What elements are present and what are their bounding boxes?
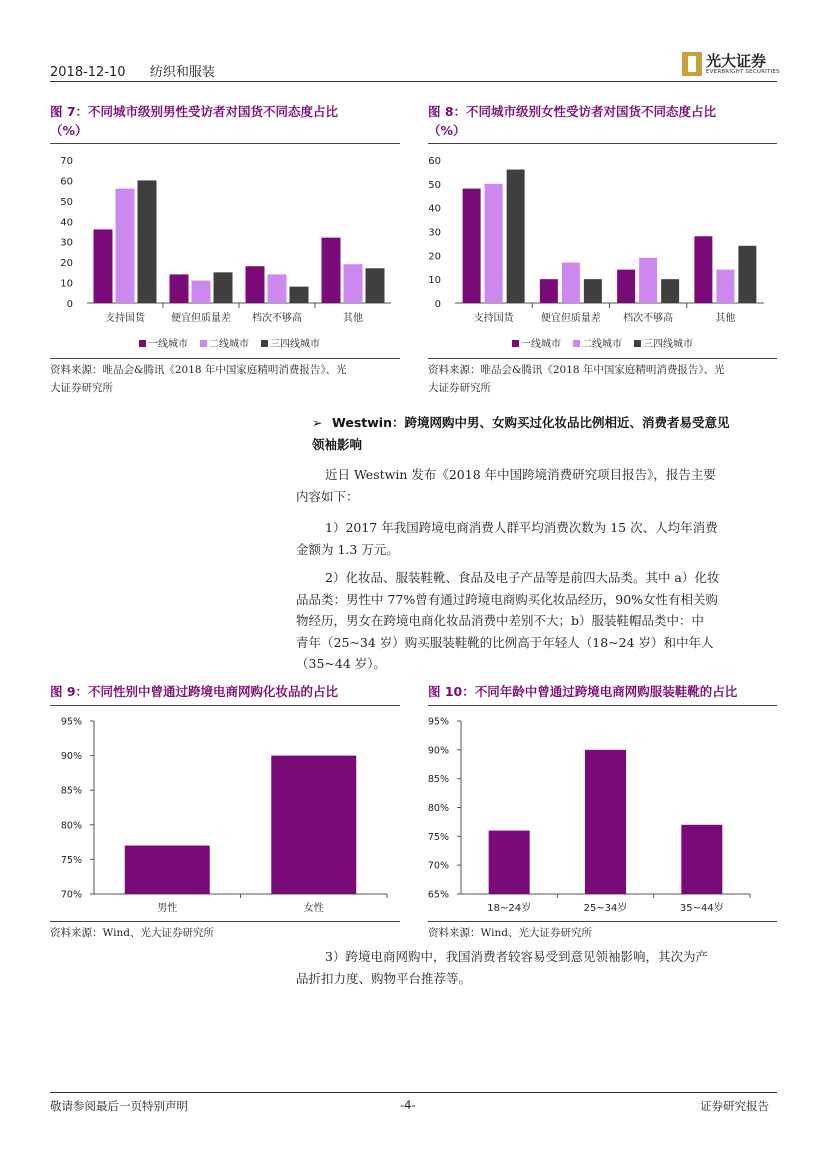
fig7-bar bbox=[290, 287, 309, 303]
paragraph-3-line4: 青年（25~34 岁）购买服装鞋靴的比例高于年轻人（18~24 岁）和中年人 bbox=[296, 634, 714, 650]
fig7-category-label: 档次不够高 bbox=[252, 313, 302, 324]
section-heading-line2: 领袖影响 bbox=[312, 437, 363, 452]
fig7-bar bbox=[268, 274, 287, 303]
fig7-bar bbox=[192, 281, 211, 303]
fig8-bar bbox=[540, 279, 558, 303]
bullet-arrow-icon: ➢ bbox=[312, 415, 323, 430]
fig7-ytick-label: 0 bbox=[66, 299, 73, 310]
fig8-ytick-label: 10 bbox=[428, 275, 441, 287]
fig7-ytick-label: 60 bbox=[60, 176, 73, 188]
fig9-ytick-label: 85% bbox=[60, 785, 82, 797]
footer-disclaimer: 敬请参阅最后一页特别声明 bbox=[50, 1099, 188, 1113]
fig8-source bbox=[428, 361, 777, 397]
paragraph-3 bbox=[296, 567, 778, 675]
fig8-source-line2: 大证券研究所 bbox=[428, 382, 491, 394]
fig8-bar bbox=[463, 189, 481, 303]
header-divider bbox=[50, 81, 777, 82]
paragraph-2-line2: 金额为 1.3 万元。 bbox=[296, 541, 399, 557]
fig8-legend-swatch bbox=[512, 340, 519, 347]
fig10-title: 图 10：不同年龄中曾通过跨境电商网购服装鞋靴的占比 bbox=[428, 684, 738, 699]
fig8-bar bbox=[694, 236, 712, 303]
fig8-bar bbox=[507, 170, 525, 303]
fig7-ytick-label: 70 bbox=[60, 156, 73, 167]
fig7-ytick-label: 30 bbox=[60, 237, 73, 249]
fig8-ytick-label: 50 bbox=[428, 179, 441, 191]
fig7-bar bbox=[116, 189, 135, 303]
paragraph-3-line1: 2）化妆品、服装鞋靴、食品及电子产品等是前四大品类。其中 a）化妆 bbox=[325, 570, 720, 585]
fig7-bar bbox=[170, 274, 189, 303]
fig10-top-rule bbox=[428, 705, 777, 706]
paragraph-3-line2: 品品类：男性中 77%曾有通过跨境电商购买化妆品经历，90%女性有相关购 bbox=[296, 591, 719, 607]
fig10-bottom-rule bbox=[428, 921, 777, 922]
fig8-bar bbox=[617, 270, 635, 303]
fig10-bar bbox=[489, 831, 530, 894]
fig9-bar bbox=[125, 846, 210, 894]
fig7-category-label: 支持国货 bbox=[105, 313, 145, 324]
fig8-bottom-rule bbox=[428, 358, 777, 359]
page-number: -4- bbox=[400, 1098, 416, 1112]
fig10-ytick-label: 85% bbox=[428, 774, 449, 786]
fig7-bar bbox=[94, 229, 113, 303]
fig8-bar bbox=[562, 262, 580, 303]
section-heading bbox=[312, 412, 778, 456]
fig7-ytick-label: 40 bbox=[60, 217, 73, 229]
fig8-source-line1: 资料来源：唯品会&腾讯《2018 年中国家庭精明消费报告》、光 bbox=[428, 364, 725, 376]
fig7-bar bbox=[366, 268, 385, 303]
fig10-ytick-label: 75% bbox=[428, 831, 449, 843]
fig8-title bbox=[428, 102, 777, 140]
fig8-bar bbox=[584, 279, 602, 303]
fig10-ytick-label: 95% bbox=[428, 716, 449, 728]
fig9-ytick-label: 90% bbox=[60, 751, 82, 763]
fig7-source bbox=[50, 361, 402, 397]
fig7-title-line1: 图 7：不同城市级别男性受访者对国货不同态度占比 bbox=[50, 104, 339, 119]
fig8-bar bbox=[716, 270, 734, 303]
fig8-ytick-label: 0 bbox=[434, 299, 441, 310]
fig7-bottom-rule bbox=[50, 358, 400, 359]
fig10-bar bbox=[585, 750, 626, 894]
fig10-ytick-label: 70% bbox=[428, 860, 449, 872]
company-name-cn: 光大证券 bbox=[706, 52, 767, 70]
fig8-bar bbox=[639, 258, 657, 303]
paragraph-1-line1: 近日 Westwin 发布《2018 年中国跨境消费研究项目报告》，报告主要 bbox=[325, 467, 716, 482]
fig9-title: 图 9：不同性别中曾通过跨境电商网购化妆品的占比 bbox=[50, 684, 339, 699]
fig8-legend-label: 一线城市 bbox=[521, 339, 561, 350]
fig8-category-label: 支持国货 bbox=[473, 313, 514, 324]
report-header bbox=[50, 61, 215, 80]
fig8-title-line2: （%） bbox=[428, 123, 466, 138]
fig10-category-label: 35~44岁 bbox=[679, 903, 724, 914]
fig9-bar bbox=[271, 756, 356, 894]
paragraph-4-line2: 品折扣力度、购物平台推荐等。 bbox=[296, 970, 472, 986]
fig10-bar bbox=[681, 825, 722, 894]
fig7-legend-swatch bbox=[200, 340, 207, 347]
fig10-category-label: 25~34岁 bbox=[583, 903, 628, 914]
paragraph-2 bbox=[296, 517, 778, 560]
fig9-source: 资料来源：Wind、光大证券研究所 bbox=[50, 927, 214, 939]
fig9-top-rule bbox=[50, 705, 400, 706]
fig9-category-label: 男性 bbox=[157, 903, 178, 914]
fig9-chart bbox=[50, 707, 400, 919]
fig7-title bbox=[50, 102, 395, 140]
fig10-chart bbox=[428, 707, 777, 919]
fig7-bar bbox=[214, 272, 233, 303]
paragraph-3-line3: 物经历，男女在跨境电商化妆品消费中差别不大；b）服装鞋帽品类中：中 bbox=[296, 613, 705, 628]
footer-report-type: 证券研究报告 bbox=[700, 1099, 769, 1113]
fig8-chart bbox=[428, 145, 777, 355]
fig7-bar bbox=[322, 238, 341, 303]
fig10-source: 资料来源：Wind、光大证券研究所 bbox=[428, 927, 592, 939]
paragraph-2-line1: 1）2017 年我国跨境电商消费人群平均消费次数为 15 次、人均年消费 bbox=[325, 520, 718, 535]
fig7-legend-swatch bbox=[261, 340, 268, 347]
fig8-ytick-label: 60 bbox=[428, 156, 441, 167]
fig7-bar bbox=[138, 180, 157, 303]
fig9-ytick-label: 95% bbox=[60, 716, 82, 728]
fig9-ytick-label: 70% bbox=[60, 889, 82, 901]
fig7-source-line1: 资料来源：唯品会&腾讯《2018 年中国家庭精明消费报告》、光 bbox=[50, 364, 347, 376]
paragraph-4 bbox=[296, 946, 778, 989]
fig7-source-line2: 大证券研究所 bbox=[50, 382, 113, 394]
fig7-bar bbox=[344, 264, 363, 303]
fig7-legend-swatch bbox=[139, 340, 146, 347]
fig8-legend-swatch bbox=[634, 340, 641, 347]
fig10-ytick-label: 80% bbox=[428, 803, 449, 814]
fig8-ytick-label: 40 bbox=[428, 203, 441, 215]
paragraph-3-line5: （35~44 岁）。 bbox=[296, 656, 387, 671]
fig7-top-rule bbox=[50, 143, 400, 144]
fig9-ytick-label: 75% bbox=[60, 854, 82, 866]
company-logo-icon bbox=[682, 52, 702, 76]
fig8-bar bbox=[485, 184, 503, 303]
fig7-ytick-label: 20 bbox=[60, 258, 73, 270]
fig8-top-rule bbox=[428, 143, 777, 144]
fig8-ytick-label: 20 bbox=[428, 251, 441, 263]
fig8-bar bbox=[661, 279, 679, 303]
section-heading-line1: Westwin：跨境网购中男、女购买过化妆品比例相近、消费者易受意见 bbox=[332, 415, 730, 430]
fig8-title-line1: 图 8：不同城市级别女性受访者对国货不同态度占比 bbox=[428, 104, 717, 119]
fig8-legend-label: 二线城市 bbox=[582, 339, 622, 350]
fig7-title-line2: （%） bbox=[50, 123, 88, 138]
paragraph-1 bbox=[296, 464, 778, 507]
fig8-legend-label: 三四线城市 bbox=[643, 339, 693, 350]
fig7-ytick-label: 10 bbox=[60, 278, 73, 290]
fig8-category-label: 其他 bbox=[715, 313, 736, 324]
fig7-category-label: 便宜但质量差 bbox=[171, 313, 231, 324]
fig7-category-label: 其他 bbox=[343, 313, 363, 324]
fig7-legend-label: 三四线城市 bbox=[270, 339, 320, 350]
paragraph-1-line2: 内容如下： bbox=[296, 488, 359, 504]
fig8-ytick-label: 30 bbox=[428, 227, 441, 239]
company-name-en: EVERBRIGHT SECURITIES bbox=[706, 69, 780, 75]
fig7-legend-label: 二线城市 bbox=[209, 339, 249, 350]
fig7-bar bbox=[246, 266, 265, 303]
fig10-ytick-label: 65% bbox=[428, 889, 449, 901]
fig8-bar bbox=[738, 246, 756, 303]
fig10-category-label: 18~24岁 bbox=[487, 903, 532, 914]
fig10-ytick-label: 90% bbox=[428, 745, 449, 757]
fig8-legend-swatch bbox=[573, 340, 580, 347]
fig9-bottom-rule bbox=[50, 921, 400, 922]
fig7-legend-label: 一线城市 bbox=[148, 339, 188, 350]
fig9-ytick-label: 80% bbox=[60, 820, 82, 832]
report-sector: 纺织和服装 bbox=[149, 65, 215, 80]
fig9-category-label: 女性 bbox=[303, 903, 324, 914]
fig8-category-label: 便宜但质量差 bbox=[540, 313, 601, 324]
fig7-chart bbox=[50, 145, 400, 355]
footer-divider bbox=[50, 1092, 777, 1093]
paragraph-4-line1: 3）跨境电商网购中，我国消费者较容易受到意见领袖影响，其次为产 bbox=[325, 949, 708, 964]
report-date: 2018-12-10 bbox=[50, 65, 126, 80]
fig8-category-label: 档次不够高 bbox=[623, 313, 674, 324]
fig7-ytick-label: 50 bbox=[60, 196, 73, 208]
